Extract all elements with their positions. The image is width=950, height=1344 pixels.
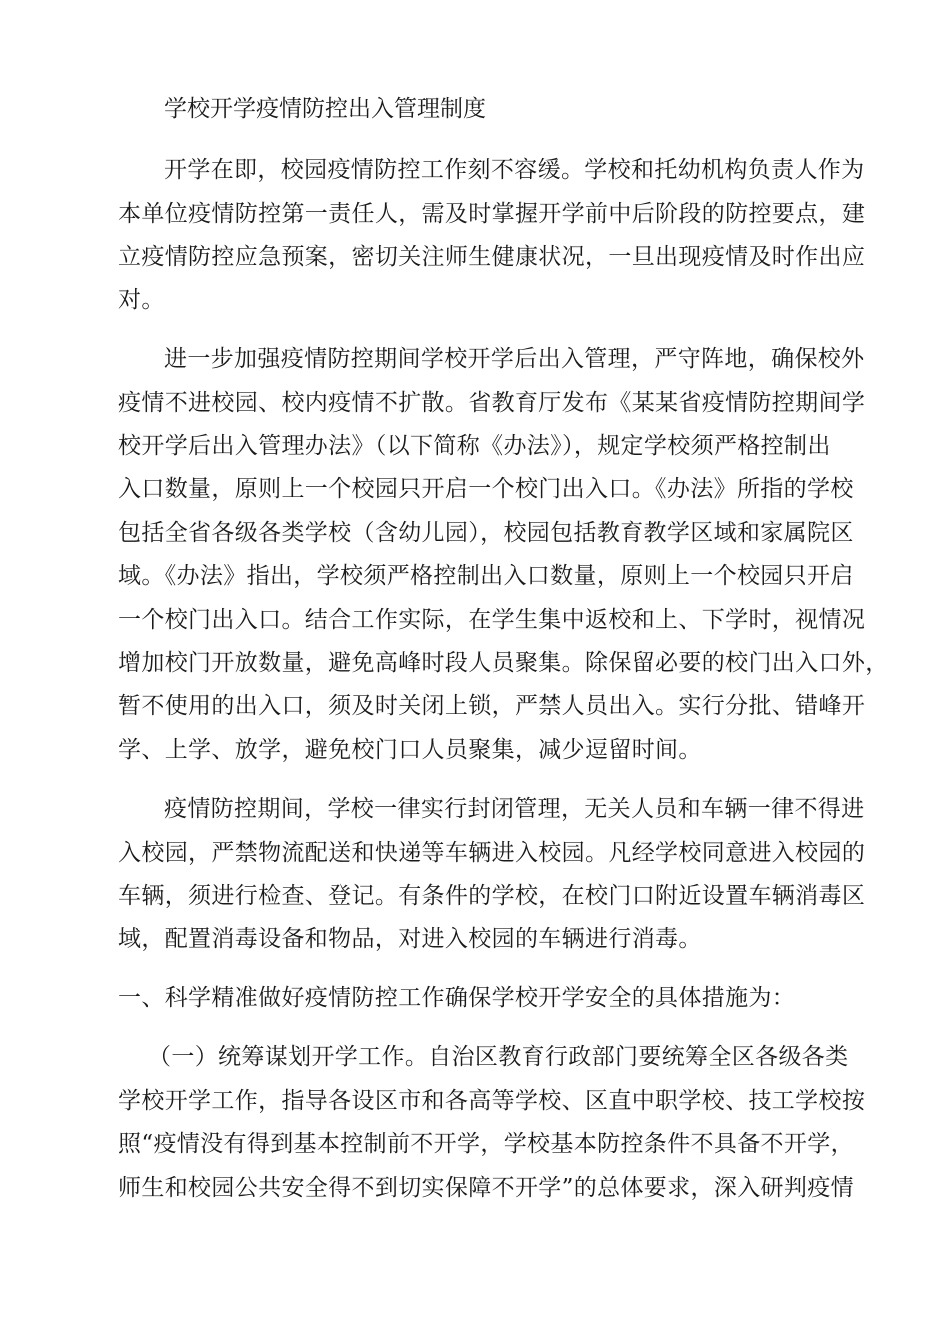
paragraph-1-line-1: 开学在即，校园疫情防控工作刻不容缓。学校和托幼机构负责人作为 [164, 157, 865, 183]
paragraph-2-line-7: 一个校门出入口。结合工作实际，在学生集中返校和上、下学时，视情况 [118, 607, 866, 633]
paragraph-1-line-3: 立疫情防控应急预案，密切关注师生健康状况，一旦出现疫情及时作出应 [118, 244, 866, 270]
section-heading: 一、科学精准做好疫情防控工作确保学校开学安全的具体措施为： [118, 985, 796, 1011]
subsection-line-1: （一）统筹谋划开学工作。自治区教育行政部门要统筹全区各级各类 [148, 1044, 849, 1070]
paragraph-1-line-4: 对。 [118, 287, 165, 313]
paragraph-2-line-4: 入口数量，原则上一个校园只开启一个校门出入口。《办法》所指的学校 [118, 476, 854, 502]
paragraph-2-line-3: 校开学后出入管理办法》（以下简称《办法》），规定学校须严格控制出 [118, 433, 831, 459]
paragraph-3-line-2: 入校园，严禁物流配送和快递等车辆进入校园。凡经学校同意进入校园的 [118, 840, 866, 866]
subsection-line-3: 照“疫情没有得到基本控制前不开学，学校基本防控条件不具备不开学， [118, 1131, 854, 1157]
paragraph-2-line-6: 域。《办法》指出，学校须严格控制出入口数量，原则上一个校园只开启 [118, 563, 854, 589]
paragraph-2-line-9: 暂不使用的出入口，须及时关闭上锁，严禁人员出入。实行分批、错峰开 [118, 693, 866, 719]
paragraph-2-line-2: 疫情不进校园、校内疫情不扩散。省教育厅发布《某某省疫情防控期间学 [118, 390, 866, 416]
paragraph-3-line-4: 域，配置消毒设备和物品，对进入校园的车辆进行消毒。 [118, 926, 702, 952]
paragraph-2-line-10: 学、上学、放学，避免校门口人员聚集，减少逗留时间。 [118, 737, 702, 763]
subsection-line-4: 师生和校园公共安全得不到切实保障不开学”的总体要求，深入研判疫情 [118, 1175, 854, 1201]
paragraph-3-line-3: 车辆，须进行检查、登记。有条件的学校，在校门口附近设置车辆消毒区 [118, 883, 866, 909]
paragraph-3-line-1: 疫情防控期间，学校一律实行封闭管理，无关人员和车辆一律不得进 [164, 796, 865, 822]
paragraph-2-line-5: 包括全省各级各类学校（含幼儿园），校园包括教育教学区域和家属院区 [118, 520, 854, 546]
paragraph-2-line-8: 增加校门开放数量，避免高峰时段人员聚集。除保留必要的校门出入口外， [118, 650, 889, 676]
paragraph-2-line-1: 进一步加强疫情防控期间学校开学后出入管理，严守阵地，确保校外 [164, 346, 865, 372]
paragraph-1-line-2: 本单位疫情防控第一责任人，需及时掌握开学前中后阶段的防控要点，建 [118, 201, 866, 227]
subsection-line-2: 学校开学工作，指导各设区市和各高等学校、区直中职学校、技工学校按 [118, 1088, 866, 1114]
document-title: 学校开学疫情防控出入管理制度 [164, 96, 486, 122]
